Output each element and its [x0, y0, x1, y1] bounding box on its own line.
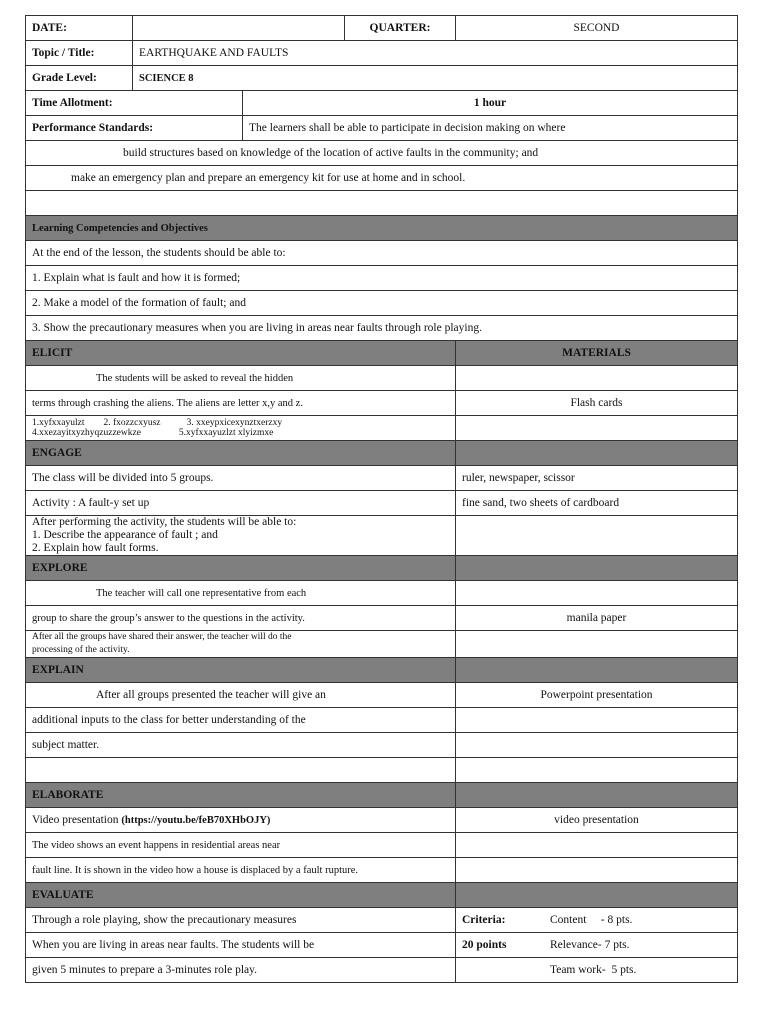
evaluate-heading: EVALUATE	[26, 883, 456, 908]
explore-heading-blank	[456, 556, 738, 581]
competency-row	[26, 291, 738, 316]
grade-row	[26, 66, 738, 91]
time-label: Time Allotment:	[26, 91, 243, 116]
explore-processing	[26, 631, 456, 658]
explain-material-empty	[456, 733, 738, 758]
engage-heading-row	[26, 441, 738, 466]
explore-line2: group to share the group’s answer to the questions in the activity.	[26, 606, 456, 631]
explain-line3: subject matter.	[26, 733, 456, 758]
elicit-row	[26, 366, 738, 391]
topic-label: Topic / Title:	[26, 41, 133, 66]
elicit-material-empty	[456, 366, 738, 391]
aliens-row-1: 1.xyfxxayulzt 2. fxozzcxyusz 3. xxeypxicexynztxerzxy	[32, 418, 283, 428]
evaluate-row	[26, 908, 738, 933]
date-row	[26, 16, 738, 41]
elicit-line1: The students will be asked to reveal the hidden	[26, 366, 456, 391]
evaluate-row	[26, 958, 738, 983]
explain-heading-row	[26, 658, 738, 683]
topic-row	[26, 41, 738, 66]
explain-blank	[26, 758, 456, 783]
competencies-heading: Learning Competencies and Objectives	[26, 216, 738, 241]
elaborate-line1	[26, 808, 456, 833]
engage-material-empty	[456, 516, 738, 556]
perf-line3: make an emergency plan and prepare an emergency kit for use at home and in school.	[26, 166, 738, 191]
criteria-relevance: Relevance- 7 pts.	[550, 939, 630, 951]
engage-outcome-row	[26, 516, 738, 556]
explain-material-empty	[456, 758, 738, 783]
explain-row	[26, 708, 738, 733]
perf-row-2	[26, 141, 738, 166]
criteria-teamwork: Team work- 5 pts.	[550, 964, 637, 976]
elaborate-line1-prefix: Video presentation	[32, 814, 122, 826]
elicit-line2: terms through crashing the aliens. The aliens are letter x,y and z.	[26, 391, 456, 416]
quarter-value: SECOND	[456, 16, 738, 41]
evaluate-points-cell	[456, 933, 738, 958]
evaluate-teamwork-cell	[456, 958, 738, 983]
perf-row-3	[26, 166, 738, 191]
elaborate-line3: fault line. It is shown in the video how a house is displaced by a fault rupture.	[26, 858, 456, 883]
aliens-row-2: 4.xxezayitxyzhyqzuzzewkze 5.xyfxxayuzlzt xlyizmxe	[32, 428, 274, 438]
evaluate-line3: given 5 minutes to prepare a 3-minutes role play.	[26, 958, 456, 983]
explore-row	[26, 581, 738, 606]
competency-item: 1. Explain what is fault and how it is formed;	[26, 266, 738, 291]
engage-outcome-1: After performing the activity, the students will be able to:	[32, 516, 297, 528]
engage-row	[26, 466, 738, 491]
explore-line1: The teacher will call one representative from each	[26, 581, 456, 606]
elaborate-row	[26, 833, 738, 858]
explain-row	[26, 683, 738, 708]
explore-line3: After all the groups have shared their answer, the teacher will do the	[32, 632, 292, 642]
explain-row	[26, 733, 738, 758]
explore-material: manila paper	[456, 606, 738, 631]
evaluate-heading-blank	[456, 883, 738, 908]
elicit-heading: ELICIT	[26, 341, 456, 366]
video-link[interactable]: (https://youtu.be/feB70XHbOJY)	[121, 815, 271, 826]
explore-line4: processing of the activity.	[32, 645, 130, 655]
time-row	[26, 91, 738, 116]
evaluate-row	[26, 933, 738, 958]
evaluate-line2: When you are living in areas near faults. The students will be	[26, 933, 456, 958]
criteria-label: Criteria:	[462, 914, 506, 926]
elicit-heading-row	[26, 341, 738, 366]
elicit-aliens-row	[26, 416, 738, 441]
lesson-plan-table	[25, 15, 738, 983]
explore-row-3	[26, 631, 738, 658]
elaborate-row	[26, 858, 738, 883]
competency-row	[26, 266, 738, 291]
elicit-row	[26, 391, 738, 416]
blank-cell	[26, 191, 738, 216]
explain-line2: additional inputs to the class for better understanding of the	[26, 708, 456, 733]
explore-material-empty	[456, 581, 738, 606]
perf-line2: build structures based on knowledge of the location of active faults in the community; and	[26, 141, 738, 166]
elaborate-heading-blank	[456, 783, 738, 808]
elicit-aliens	[26, 416, 456, 441]
engage-heading: ENGAGE	[26, 441, 456, 466]
competency-item: 2. Make a model of the formation of fault; and	[26, 291, 738, 316]
elaborate-row	[26, 808, 738, 833]
explore-heading-row	[26, 556, 738, 581]
competency-row	[26, 316, 738, 341]
explore-material-empty	[456, 631, 738, 658]
blank-row	[26, 191, 738, 216]
competencies-intro: At the end of the lesson, the students should be able to:	[26, 241, 738, 266]
points-label: 20 points	[462, 939, 507, 951]
engage-heading-blank	[456, 441, 738, 466]
evaluate-line1: Through a role playing, show the precautionary measures	[26, 908, 456, 933]
perf-line1: The learners shall be able to participate in decision making on where	[243, 116, 738, 141]
evaluate-heading-row	[26, 883, 738, 908]
quarter-label: QUARTER:	[345, 16, 456, 41]
competency-item: 3. Show the precautionary measures when you are living in areas near faults through role playing.	[26, 316, 738, 341]
elicit-material: Flash cards	[456, 391, 738, 416]
date-label: DATE:	[26, 16, 133, 41]
explain-line1: After all groups presented the teacher will give an	[26, 683, 456, 708]
grade-value: SCIENCE 8	[133, 66, 738, 91]
criteria-content: Content - 8 pts.	[550, 914, 633, 926]
explain-material-empty	[456, 708, 738, 733]
competencies-heading-row	[26, 216, 738, 241]
date-value	[133, 16, 345, 41]
elaborate-heading-row	[26, 783, 738, 808]
elaborate-line2: The video shows an event happens in residential areas near	[26, 833, 456, 858]
engage-material1: ruler, newspaper, scissor	[456, 466, 738, 491]
engage-row	[26, 491, 738, 516]
competencies-intro-row	[26, 241, 738, 266]
engage-outcome-3: 2. Explain how fault forms.	[32, 542, 159, 554]
explain-heading: EXPLAIN	[26, 658, 456, 683]
time-value: 1 hour	[243, 91, 738, 116]
elaborate-material-empty	[456, 833, 738, 858]
explore-row	[26, 606, 738, 631]
engage-line2: Activity : A fault-y set up	[26, 491, 456, 516]
elaborate-heading: ELABORATE	[26, 783, 456, 808]
topic-value: EARTHQUAKE AND FAULTS	[133, 41, 738, 66]
engage-outcome	[26, 516, 456, 556]
grade-label: Grade Level:	[26, 66, 133, 91]
engage-outcome-2: 1. Describe the appearance of fault ; and	[32, 529, 218, 541]
explain-material: Powerpoint presentation	[456, 683, 738, 708]
explain-heading-blank	[456, 658, 738, 683]
explain-blank-row	[26, 758, 738, 783]
elaborate-material-empty	[456, 858, 738, 883]
elicit-material-empty	[456, 416, 738, 441]
elaborate-material: video presentation	[456, 808, 738, 833]
engage-material2: fine sand, two sheets of cardboard	[456, 491, 738, 516]
perf-row	[26, 116, 738, 141]
engage-line1: The class will be divided into 5 groups.	[26, 466, 456, 491]
materials-heading: MATERIALS	[456, 341, 738, 366]
explore-heading: EXPLORE	[26, 556, 456, 581]
evaluate-criteria-cell	[456, 908, 738, 933]
perf-label: Performance Standards:	[26, 116, 243, 141]
